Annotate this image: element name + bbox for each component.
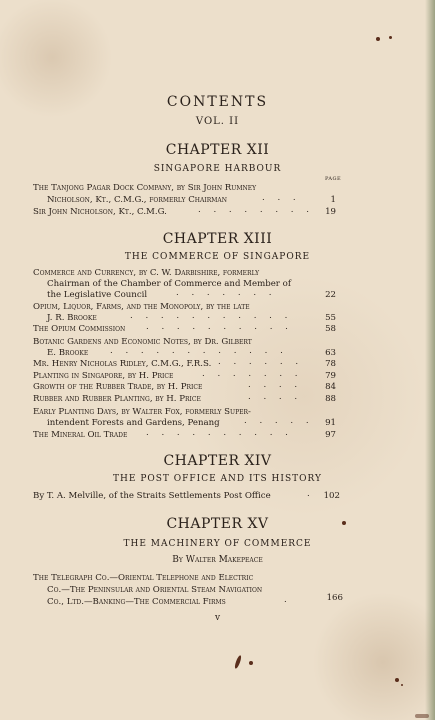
leader-dots: . . . . . . . xyxy=(202,369,303,379)
toc-entry-line: The Telegraph Co.—Oriental Telephone and Electric xyxy=(33,573,254,583)
ink-stain xyxy=(376,37,380,41)
leader-dots: . . . . . . . . . . xyxy=(146,428,293,438)
leader-dots: . xyxy=(284,595,292,605)
leader-dots: . . . . xyxy=(248,380,303,390)
ink-stain xyxy=(342,521,346,525)
ink-stain xyxy=(389,36,392,39)
toc-entry-line: intendent Forests and Gardens, Penang xyxy=(47,418,220,428)
leader-dots: . . . . . . . xyxy=(176,288,277,298)
leader-dots: . . . xyxy=(262,193,301,203)
toc-page-number: 97 xyxy=(325,430,336,440)
leader-dots: . . . . . . . . . . . xyxy=(130,311,293,321)
ink-stain xyxy=(395,678,399,682)
toc-entry-line: Rubber and Rubber Planting, by H. Price xyxy=(33,394,201,404)
toc-page-number: 91 xyxy=(325,418,336,428)
toc-entry-line: Early Planting Days, by Walter Fox, formerly Super- xyxy=(33,407,251,417)
toc-page-number: 19 xyxy=(325,207,336,217)
leader-dots: . . . . . . xyxy=(218,357,304,367)
toc-entry-line: Co.—The Peninsular and Oriental Steam Navigation xyxy=(47,585,263,595)
toc-page-number: 1 xyxy=(330,195,336,205)
toc-page-number: 78 xyxy=(325,359,336,369)
ink-stain xyxy=(415,714,429,718)
volume-label: VOL. II xyxy=(195,116,240,127)
page-column-label: PAGE xyxy=(325,176,342,182)
leader-dots: . . . . . . . . . . xyxy=(146,322,293,332)
chapter-subtitle: THE POST OFFICE AND ITS HISTORY xyxy=(113,474,322,484)
toc-entry-line: The Opium Commission xyxy=(33,324,126,334)
toc-entry-line: Opium, Liquor, Farms, and the Monopoly, by the late xyxy=(33,302,250,312)
toc-entry-line: The Mineral Oil Trade xyxy=(33,430,128,440)
chapter-heading: CHAPTER XIII xyxy=(162,231,273,247)
leader-dots: . . . . xyxy=(248,392,303,402)
toc-page-number: 88 xyxy=(325,394,336,404)
toc-entry-line: Co., Ltd.—Banking—The Commercial Firms xyxy=(47,597,226,607)
chapter-heading: CHAPTER XV xyxy=(166,516,269,532)
toc-page-number: 166 xyxy=(326,593,343,603)
toc-page-number: 22 xyxy=(325,290,336,300)
toc-entry-line: Commerce and Currency, by C. W. Darbishire, formerly xyxy=(33,268,260,278)
toc-page-number: 102 xyxy=(323,491,340,501)
ink-stain xyxy=(249,661,253,665)
folio-number: v xyxy=(214,613,221,623)
toc-entry-line: Growth of the Rubber Trade, by H. Price xyxy=(33,382,203,392)
toc-entry-line: J. R. Brooke xyxy=(47,313,97,323)
toc-entry-line: Nicholson, Kt., C.M.G., formerly Chairman xyxy=(47,195,227,205)
chapter-subtitle: THE COMMERCE OF SINGAPORE xyxy=(124,252,311,262)
chapter-subtitle: THE MACHINERY OF COMMERCE xyxy=(123,539,312,549)
chapter-heading: CHAPTER XII xyxy=(165,142,270,158)
toc-page-number: 58 xyxy=(325,324,336,334)
chapter-author: By Walter Makepeace xyxy=(172,555,263,565)
toc-entry-line: Sir John Nicholson, Kt., C.M.G. xyxy=(33,207,167,217)
leader-dots: . xyxy=(307,489,315,499)
toc-page-number: 55 xyxy=(325,313,336,323)
toc-entry-line: Botanic Gardens and Economic Notes, by Dr. Gilbert xyxy=(33,337,252,347)
ink-stain xyxy=(234,655,243,670)
chapter-heading: CHAPTER XIV xyxy=(163,453,272,469)
toc-entry-line: the Legislative Council xyxy=(47,290,148,300)
leader-dots: . . . . . xyxy=(244,416,314,426)
ink-stain xyxy=(401,684,403,686)
toc-entry-line: By T. A. Melville, of the Straits Settlements Post Office xyxy=(33,491,271,501)
toc-entry-line: Chairman of the Chamber of Commerce and Member of xyxy=(47,279,291,289)
leader-dots: . . . . . . . . xyxy=(198,205,314,215)
leader-dots: . . . . . . . . . . . . xyxy=(110,346,288,356)
toc-entry-line: The Tanjong Pagar Dock Company, by Sir John Rumney xyxy=(33,183,257,193)
toc-entry-line: E. Brooke xyxy=(47,348,89,358)
toc-entry-line: Mr. Henry Nicholas Ridley, C.M.G., F.R.S. xyxy=(33,359,212,369)
toc-page-number: 79 xyxy=(325,371,336,381)
toc-entry-line: Planting in Singapore, by H. Price xyxy=(33,371,174,381)
contents-title: CONTENTS xyxy=(166,94,269,110)
toc-page-number: 63 xyxy=(325,348,336,358)
toc-page-number: 84 xyxy=(325,382,336,392)
chapter-subtitle: SINGAPORE HARBOUR xyxy=(153,164,282,174)
